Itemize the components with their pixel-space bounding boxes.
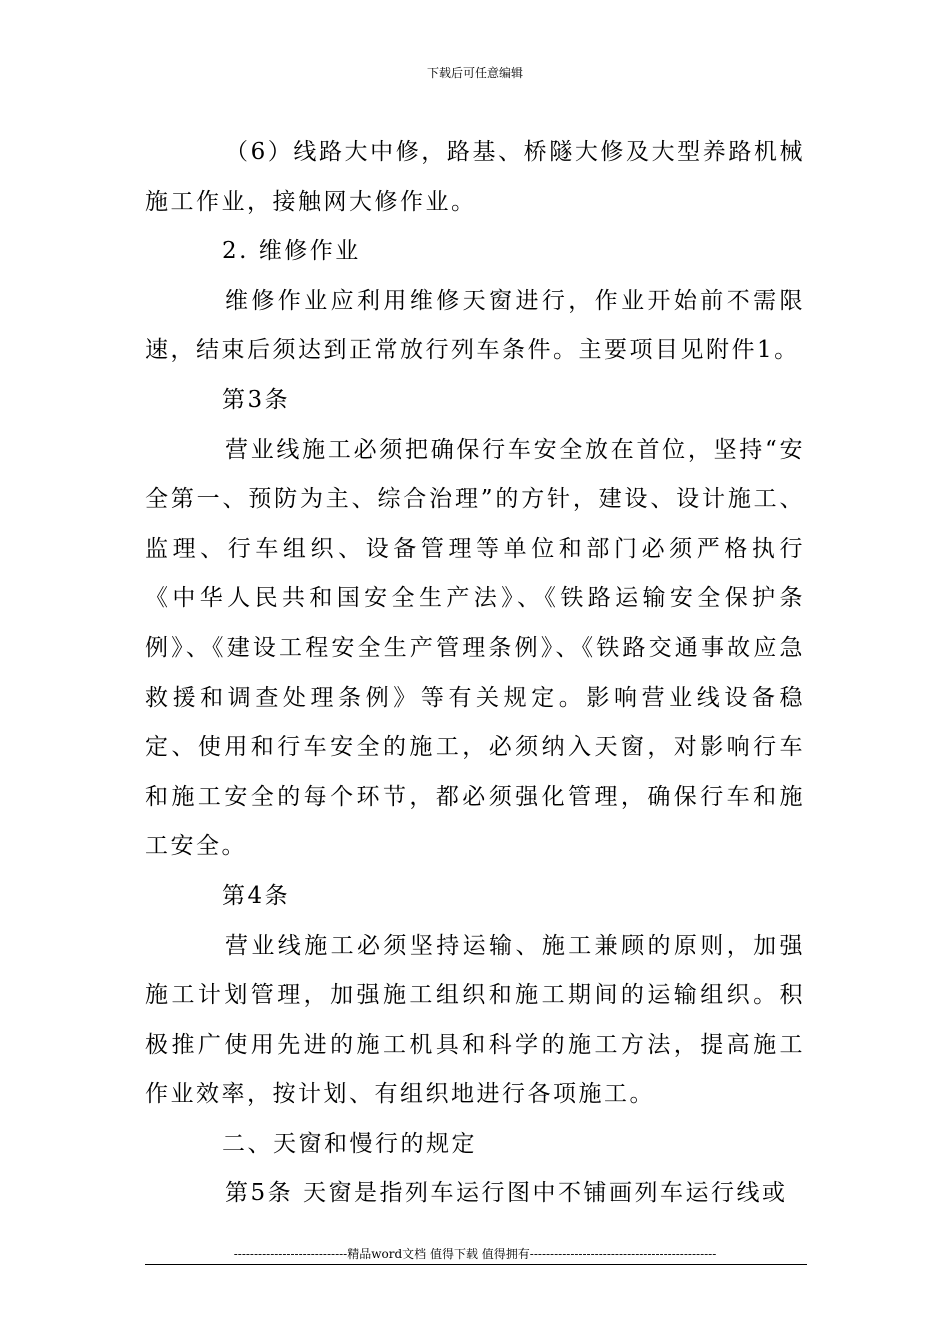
- article-heading-3: 第3条: [222, 386, 291, 413]
- section-heading-skylight: 二、天窗和慢行的规定: [222, 1130, 477, 1157]
- section-heading-maintenance: 2. 维修作业: [222, 238, 361, 265]
- paragraph-article-5: 第5条 天窗是指列车运行图中不铺画列车运行线或: [225, 1180, 788, 1207]
- article-heading-4: 第4条: [222, 882, 291, 909]
- page-header-note: 下载后可任意编辑: [426, 66, 523, 80]
- footer-divider: [145, 1264, 807, 1265]
- page-footer-note: ----------------------------精品word文档 值得下载 值得拥有----------------------------------------------: [233, 1247, 717, 1261]
- document-body: [145, 128, 805, 1219]
- paragraph-article-4: 营业线施工必须坚持运输、施工兼顾的原则，加强施工计划管理，加强施工组织和施工期间的运输组织。积极推广使用先进的施工机具和科学的施工方法，提高施工作业效率，按计划、有组织地进行各项施工。: [145, 932, 805, 1108]
- paragraph-article-3: 营业线施工必须把确保行车安全放在首位，坚持“安全第一、预防为主、综合治理”的方针，建设、设计施工、监理、行车组织、设备管理等单位和部门必须严格执行《中华人民共和国安全生产法》、《铁路运输安全保护条例》、《建设工程安全生产管理条例》、《铁路交通事故应急救援和调查处理条例》等有关规定。影响营业线设备稳定、使用和行车安全的施工，必须纳入天窗，对影响行车和施工安全的每个环节，都必须强化管理，确保行车和施工安全。: [145, 436, 805, 860]
- paragraph-item-6: （6）线路大中修，路基、桥隧大修及大型养路机械施工作业，接触网大修作业。: [145, 139, 805, 215]
- paragraph-maintenance: 维修作业应利用维修天窗进行，作业开始前不需限速，结束后须达到正常放行列车条件。主要项目见附件1。: [145, 287, 805, 364]
